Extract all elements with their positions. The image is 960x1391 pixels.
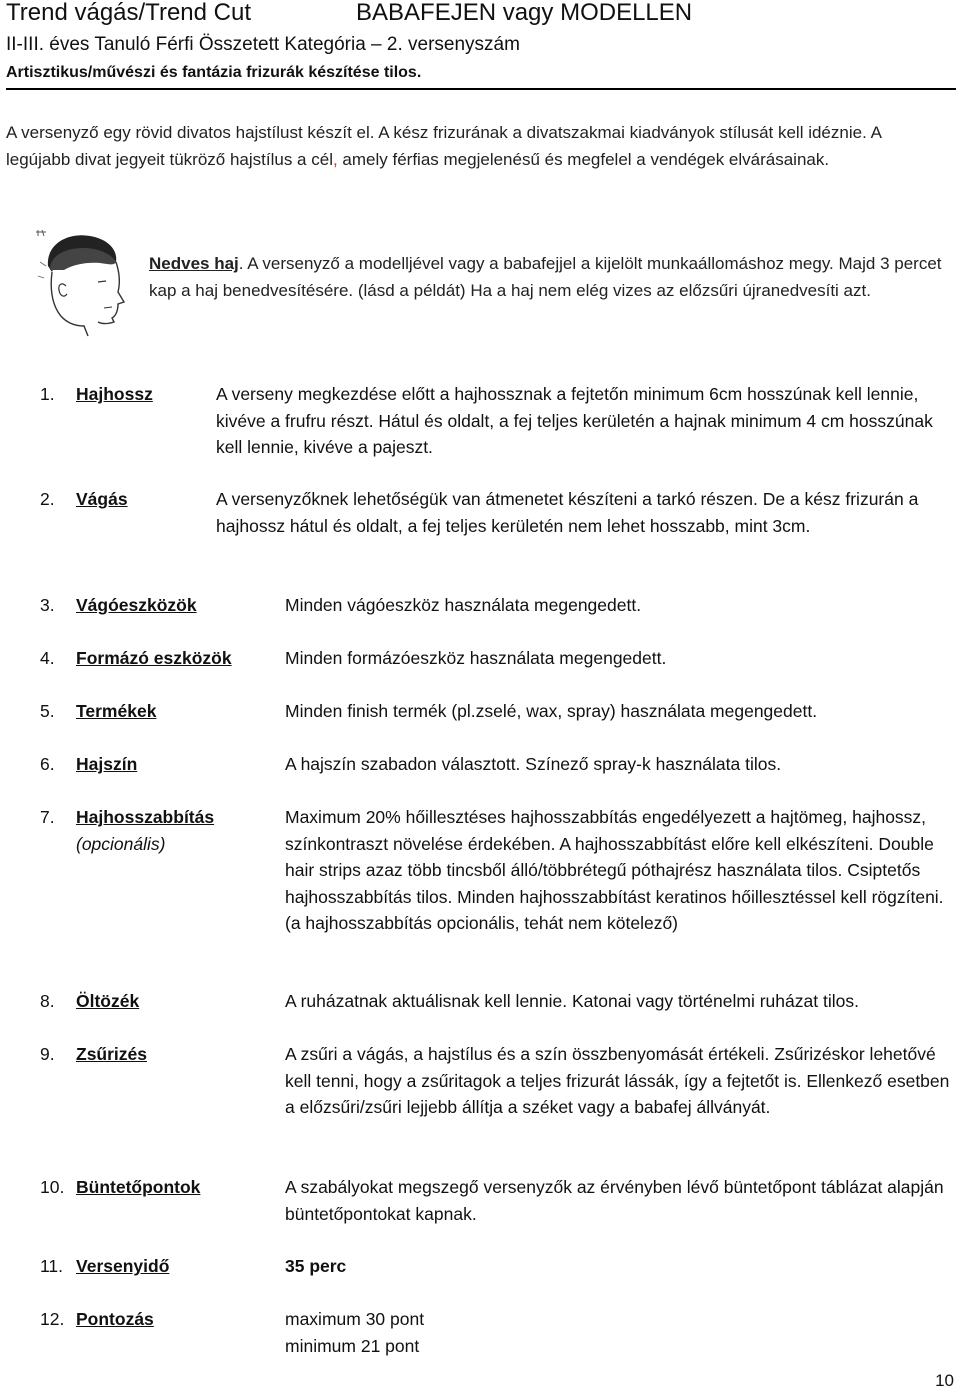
rule-text: A szabályokat megszegő versenyzők az érvényben lévő büntetőpont táblázat alapján büntetőpontokat kapnak. xyxy=(285,1177,944,1224)
rule-number: 9. xyxy=(40,1044,55,1064)
rule-label: Hajszín xyxy=(76,754,138,774)
rule-number: 5. xyxy=(40,701,55,721)
doc-subtitle: II-III. éves Tanuló Férfi Összetett Kategória – 2. versenyszám xyxy=(6,34,520,55)
rule-label: Hajhossz xyxy=(76,384,153,404)
rule-text: A zsűri a vágás, a hajstílus és a szín összbenyomását értékeli. Zsűrizéskor lehetővé kell tenni, hogy a zsűritagok a teljes frizurát lássák, így a fejtetőt is. Ellenkező esetben a előzsűri/zsűri lejjebb állítja a széket vagy a babafej állványát. xyxy=(285,1044,950,1117)
rule-number: 3. xyxy=(40,595,55,615)
rule-text: Maximum 20% hőillesztéses hajhosszabbítás engedélyezett a hajtömeg, hajhossz, színkontraszt növelése érdekében. A hajhosszabbítást előre kell elkészíteni. Double hair strips azaz több tincsből álló/többrétegű póthajrész használata tilos. Csiptetős hajhosszabbítás tilos. Minden hajhosszabbítást keratinos hőillesztéssel kell rögzíteni. (a hajhosszabbítás opcionális, tehát nem kötelező) xyxy=(285,807,944,933)
wet-hair-heading: Nedves haj xyxy=(149,254,239,273)
intro-text-2: amely férfias megjelenésű és megfelel a vendégek elvárásainak. xyxy=(337,150,830,169)
wet-hair-text: A versenyző a modelljével vagy a babafejjel a kijelölt munkaállomáshoz megy. Majd 3 percet kap a haj benedvesítésére. (lásd a példát) Ha a haj nem elég vizes az előzsűri újranedvesíti azt. xyxy=(149,254,942,300)
wet-hair-paragraph xyxy=(149,250,957,304)
rule-number: 6. xyxy=(40,754,55,774)
doc-title-right: BABAFEJEN vagy MODELLEN xyxy=(356,0,693,26)
rule-text: A verseny megkezdése előtt a hajhossznak a fejtetőn minimum 6cm hosszúnak kell lennie, kivéve a frufru részt. Hátul és oldalt, a fej teljes kerületén a hajnak minimum 4 cm hosszúnak kell lennie, kivéve a pajeszt. xyxy=(216,384,933,457)
rule-text-group xyxy=(285,1306,957,1359)
rule-text: A hajszín szabadon választott. Színező spray-k használata tilos. xyxy=(285,754,782,774)
rule-number: 10. xyxy=(40,1177,65,1197)
rule-label: Vágás xyxy=(76,489,128,509)
rule-number: 11. xyxy=(40,1256,64,1276)
rule-text: 35 perc xyxy=(285,1256,347,1276)
rule-number: 7. xyxy=(40,807,55,827)
rule-label: Formázó eszközök xyxy=(76,648,232,668)
rule-sublabel: (opcionális) xyxy=(76,833,166,854)
intro-paragraph xyxy=(6,119,946,173)
head-profile-icon xyxy=(28,226,128,338)
wet-hair-heading-dot: . xyxy=(238,254,244,273)
rule-label: Termékek xyxy=(76,701,157,721)
intro-text-1: A versenyző egy rövid divatos hajstílust készít el. A kész frizurának a divatszakmai kiadványok stílusát kell idéznie. A legújabb divat jegyeit tükröző hajstílus a cél xyxy=(6,123,881,169)
rule-label: Versenyidő xyxy=(76,1256,170,1276)
rule-label-group xyxy=(76,804,214,857)
rule-number: 8. xyxy=(40,991,55,1011)
rule-label: Vágóeszközök xyxy=(76,595,197,615)
rule-label: Hajhosszabbítás xyxy=(76,807,215,827)
rule-label: Zsűrizés xyxy=(76,1044,147,1064)
rule-text: A versenyzőknek lehetőségük van átmenetet készíteni a tarkó részen. De a kész frizurán a hajhossz hátul és oldalt, a fej teljes kerületén nem lehet hosszabb, mint 3cm. xyxy=(216,489,919,536)
rule-number: 4. xyxy=(40,648,55,668)
rule-label: Büntetőpontok xyxy=(76,1177,201,1197)
doc-warning: Artisztikus/művészi és fantázia frizurák készítése tilos. xyxy=(6,64,422,81)
header-rule xyxy=(6,88,956,90)
rule-text: maximum 30 pont xyxy=(285,1309,425,1329)
rule-label: Pontozás xyxy=(76,1309,154,1329)
rule-number: 12. xyxy=(40,1309,65,1329)
rule-number: 1. xyxy=(40,384,55,404)
rule-text: Minden formázóeszköz használata megengedett. xyxy=(285,648,667,668)
rule-text: Minden vágóeszköz használata megengedett. xyxy=(285,595,642,615)
rule-number: 2. xyxy=(40,489,55,509)
page-number: 10 xyxy=(935,1371,954,1390)
rule-text: A ruházatnak aktuálisnak kell lennie. Katonai vagy történelmi ruházat tilos. xyxy=(285,991,859,1011)
rule-text-secondary: minimum 21 pont xyxy=(285,1335,420,1356)
doc-title-left: Trend vágás/Trend Cut xyxy=(6,0,252,26)
intro-comma: , xyxy=(332,150,338,169)
rule-label: Öltözék xyxy=(76,991,140,1011)
rule-text: Minden finish termék (pl.zselé, wax, spray) használata megengedett. xyxy=(285,701,818,721)
